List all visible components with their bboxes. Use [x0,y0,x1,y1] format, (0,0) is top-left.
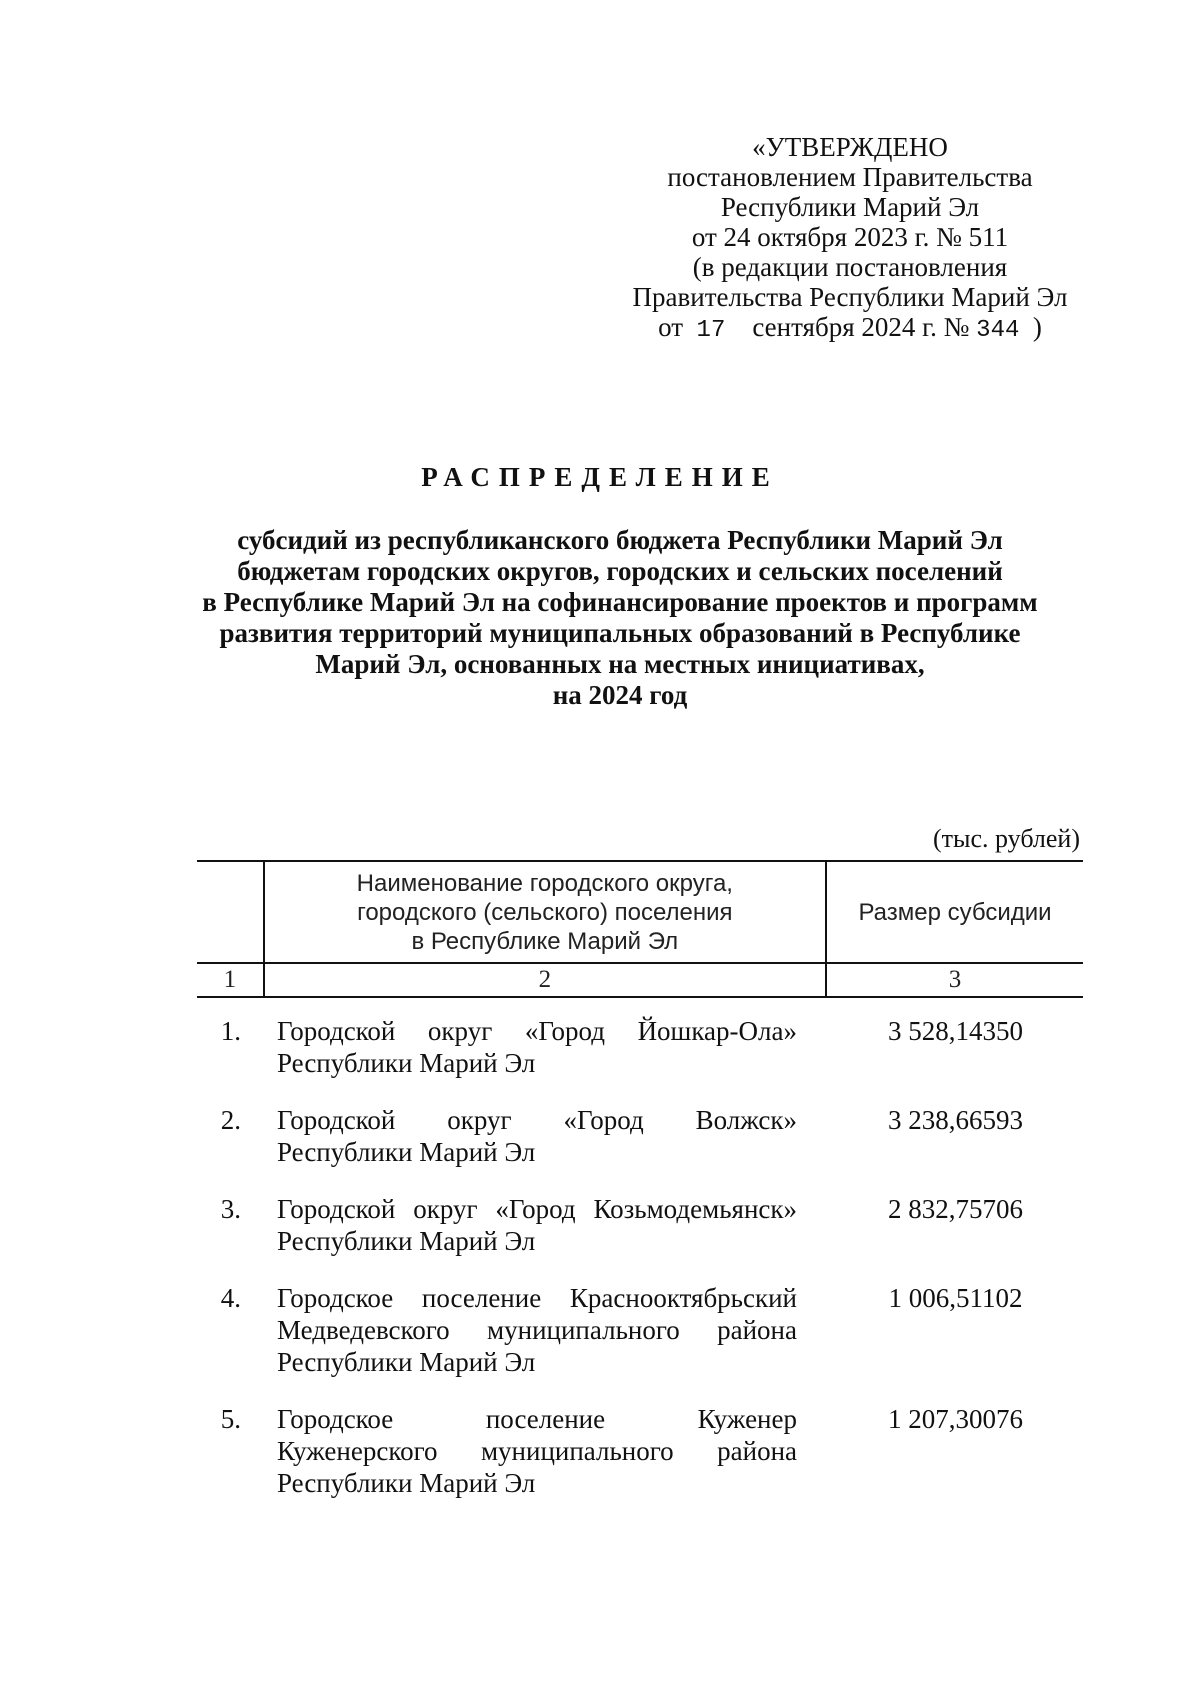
header-col-name [264,861,826,963]
row-name [277,1015,797,1079]
approval-line: (в редакции постановления [692,252,1008,282]
table-row [197,1193,1083,1257]
row-name [277,1282,797,1378]
row-amount: 2 832,75706 [888,1194,1023,1224]
row-name-line: Медведевского муниципального района [277,1315,797,1345]
row-name-line: Республики Марий Эл [277,1048,536,1078]
header-col-number [197,861,264,963]
table-row [197,1403,1083,1499]
approval-number: 344 [976,317,1020,344]
header-numbering-row [197,963,1083,997]
row-amount: 1 006,51102 [888,1283,1023,1313]
table-body [197,1015,1083,1524]
row-amount: 1 207,30076 [888,1404,1023,1434]
row-number: 2. [220,1105,241,1135]
row-name-line: Республики Марий Эл [277,1137,536,1167]
header-name-line: Наименование городского округа, [356,869,733,897]
row-name-line: Республики Марий Эл [277,1226,536,1256]
subtitle-line: развития территорий муниципальных образований в Республике [219,618,1021,648]
document-title: РАСПРЕДЕЛЕНИЕ [421,462,779,492]
row-name-line: Городское поселение Куженер [277,1404,797,1434]
subtitle-line: Марий Эл, основанных на местных инициативах, [315,649,925,679]
table-row [197,1282,1083,1378]
row-number: 4. [220,1283,241,1313]
row-name-line: Республики Марий Эл [277,1347,536,1377]
approval-line: Республики Марий Эл [720,192,980,222]
row-number: 1. [220,1016,241,1046]
row-name-line: Городской округ «Город Волжск» [277,1105,797,1135]
subtitle-line: в Республике Марий Эл на софинансирование проектов и программ [202,587,1038,617]
approval-from: от [658,312,684,342]
subtitle-line: бюджетам городских округов, городских и сельских поселений [237,556,1003,586]
table-header [197,860,1083,998]
header-name-line: в Республике Марий Эл [411,927,679,955]
row-name-line: Городской округ «Город Козьмодемьянск» [277,1194,797,1224]
approval-month-year: сентября 2024 г. № [752,312,970,342]
approval-revision-date [600,312,1100,346]
approval-line: Правительства Республики Марий Эл [632,282,1068,312]
row-name [277,1104,797,1168]
approval-line: от 24 октября 2023 г. № 511 [691,222,1009,252]
header-num-1: 1 [197,963,264,997]
row-number: 5. [220,1404,241,1434]
subtitle-line: на 2024 год [552,680,688,710]
header-name-line: городского (сельского) поселения [357,898,733,926]
row-name [277,1193,797,1257]
row-name-line: Республики Марий Эл [277,1468,536,1498]
row-name-line: Городское поселение Краснооктябрьский [277,1283,797,1313]
row-name-line: Городской округ «Город Йошкар-Ола» [277,1016,797,1046]
document-subtitle [150,525,1090,711]
row-amount: 3 238,66593 [888,1105,1023,1135]
row-name [277,1403,797,1499]
header-num-2: 2 [264,963,826,997]
approval-stamp [600,132,1100,346]
subtitle-line: субсидий из республиканского бюджета Республики Марий Эл [237,525,1003,555]
header-row [197,861,1083,963]
row-number: 3. [220,1194,241,1224]
table-row [197,1104,1083,1168]
row-amount: 3 528,14350 [888,1016,1023,1046]
approval-line: постановлением Правительства [667,162,1033,192]
approval-close: ) [1032,312,1042,342]
approval-day: 17 [696,317,726,344]
header-col-amount: Размер субсидии [826,861,1083,963]
table-row [197,1015,1083,1079]
approval-line: «УТВЕРЖДЕНО [752,132,948,162]
units-label: (тыс. рублей) [932,824,1080,853]
header-num-3: 3 [826,963,1083,997]
row-name-line: Куженерского муниципального района [277,1436,797,1466]
